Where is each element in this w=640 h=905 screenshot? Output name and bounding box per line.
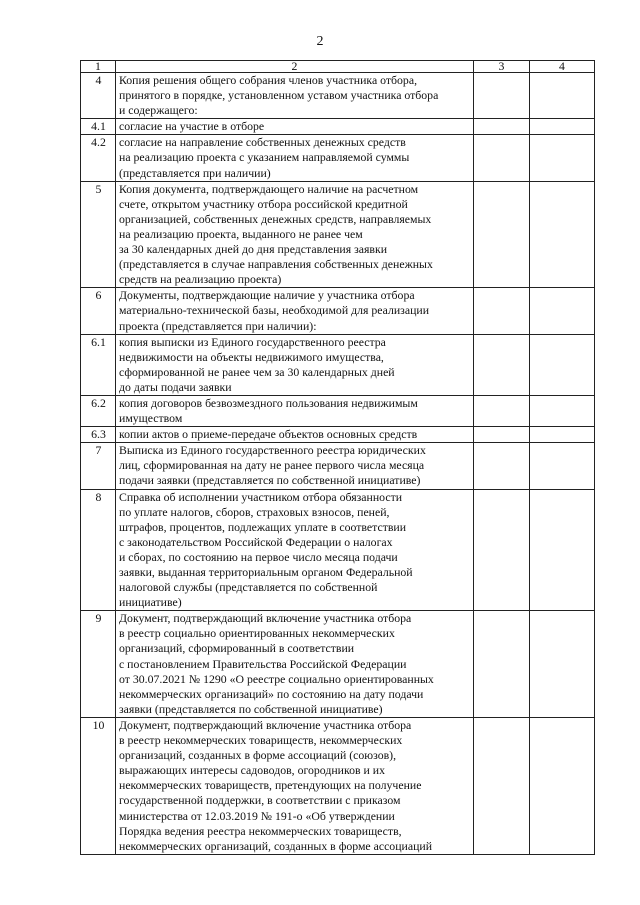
row-text: Документ, подтверждающий включение участника отбора в реестр социально ориентированных некоммерческих организаций, сформированный в соответствии с постановлением Правительства Российской Федерации от 30.07.2021 № 1290 «О реестре социально ориентированных некоммерческих организаций» по состоянию на дату подачи заявки (представляется по собственной инициативе) [116, 611, 474, 718]
table-row [81, 717, 595, 854]
row-cell-col-3 [474, 443, 530, 489]
header-col-1: 1 [81, 61, 116, 73]
row-cell-col-3 [474, 288, 530, 334]
table-row [81, 135, 595, 181]
row-cell-col-4 [530, 427, 595, 443]
table-header-row [81, 61, 595, 73]
page-number: 2 [316, 34, 324, 49]
row-text: Копия решения общего собрания членов участника отбора, принятого в порядке, установленном уставом участника отбора и содержащего: [116, 73, 474, 119]
header-col-4: 4 [530, 61, 595, 73]
header-col-3: 3 [474, 61, 530, 73]
table-row [81, 119, 595, 135]
row-cell-col-3 [474, 181, 530, 288]
row-cell-col-4 [530, 288, 595, 334]
row-cell-col-3 [474, 427, 530, 443]
row-cell-col-4 [530, 489, 595, 611]
header-col-2: 2 [116, 61, 474, 73]
row-number: 6.1 [81, 334, 116, 395]
row-number: 4.2 [81, 135, 116, 181]
row-text: Копия документа, подтверждающего наличие на расчетном счете, открытом участнику отбора российской кредитной организацией, собственных денежных средств, направляемых на реализацию проекта, выданного не ранее чем за 30 календарных дней до дня представления заявки (представляется в случае направления собственных денежных средств на реализацию проекта) [116, 181, 474, 288]
row-text: копии актов о приеме-передаче объектов основных средств [116, 427, 474, 443]
row-cell-col-4 [530, 73, 595, 119]
row-number: 6.2 [81, 395, 116, 426]
row-cell-col-4 [530, 611, 595, 718]
row-cell-col-3 [474, 717, 530, 854]
table-row [81, 489, 595, 611]
table-row [81, 443, 595, 489]
row-cell-col-3 [474, 489, 530, 611]
row-text: копия выписки из Единого государственного реестра недвижимости на объекты недвижимого имущества, сформированной не ранее чем за 30 календарных дней до даты подачи заявки [116, 334, 474, 395]
row-cell-col-4 [530, 181, 595, 288]
row-cell-col-3 [474, 395, 530, 426]
row-cell-col-4 [530, 135, 595, 181]
row-cell-col-4 [530, 119, 595, 135]
row-cell-col-3 [474, 135, 530, 181]
table-row [81, 395, 595, 426]
row-cell-col-3 [474, 611, 530, 718]
row-text: Документ, подтверждающий включение участника отбора в реестр некоммерческих товариществ, некоммерческих организаций, созданных в форме ассоциаций (союзов), выражающих интересы садоводов, огородников и их некоммерческих товариществ, претендующих на получение государственной поддержки, в соответствии с приказом министерства от 12.03.2019 № 191-о «Об утверждении Порядка ведения реестра некоммерческих товариществ, некоммерческих организаций, созданных в форме ассоциаций [116, 717, 474, 854]
row-text: Документы, подтверждающие наличие у участника отбора материально-технической базы, необходимой для реализации проекта (представляется при наличии): [116, 288, 474, 334]
table-row [81, 334, 595, 395]
row-cell-col-4 [530, 395, 595, 426]
row-cell-col-4 [530, 334, 595, 395]
row-number: 10 [81, 717, 116, 854]
row-number: 4.1 [81, 119, 116, 135]
row-number: 7 [81, 443, 116, 489]
row-cell-col-3 [474, 73, 530, 119]
row-cell-col-3 [474, 119, 530, 135]
row-text: копия договоров безвозмездного пользования недвижимым имуществом [116, 395, 474, 426]
row-text: Выписка из Единого государственного реестра юридических лиц, сформированная на дату не ранее первого числа месяца подачи заявки (представляется по собственной инициативе) [116, 443, 474, 489]
row-cell-col-4 [530, 443, 595, 489]
row-number: 6 [81, 288, 116, 334]
requirements-table [80, 60, 595, 855]
row-text: согласие на направление собственных денежных средств на реализацию проекта с указанием направляемой суммы (представляется при наличии) [116, 135, 474, 181]
row-number: 5 [81, 181, 116, 288]
table-row [81, 427, 595, 443]
row-text: Справка об исполнении участником отбора обязанности по уплате налогов, сборов, страховых взносов, пеней, штрафов, процентов, подлежащих уплате в соответствии с законодательством Российской Федерации о налогах и сборах, по состоянию на первое число месяца подачи заявки, выданная территориальным органом Федеральной налоговой службы (представляется по собственной инициативе) [116, 489, 474, 611]
row-cell-col-4 [530, 717, 595, 854]
table-row [81, 73, 595, 119]
row-cell-col-3 [474, 334, 530, 395]
table-row [81, 611, 595, 718]
row-number: 8 [81, 489, 116, 611]
row-number: 9 [81, 611, 116, 718]
table-row [81, 288, 595, 334]
row-number: 6.3 [81, 427, 116, 443]
row-number: 4 [81, 73, 116, 119]
table-row [81, 181, 595, 288]
row-text: согласие на участие в отборе [116, 119, 474, 135]
